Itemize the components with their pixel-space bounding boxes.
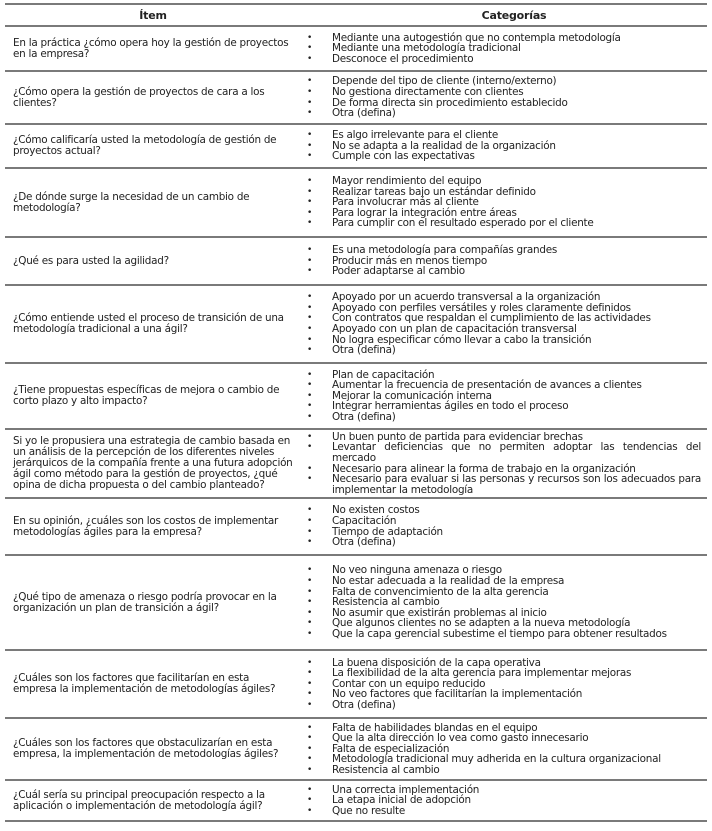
- table-row: [5, 169, 707, 238]
- category-item: [301, 151, 707, 162]
- category-item: [301, 806, 707, 817]
- bullet-icon: •: [307, 754, 313, 765]
- bullet-icon: •: [307, 411, 313, 422]
- category-text: No gestiona directamente con clientes: [332, 85, 524, 98]
- bullet-icon: •: [307, 784, 313, 795]
- item-question: ¿De dónde surge la necesidad de un cambio de metodología?: [13, 190, 250, 214]
- bullet-icon: •: [307, 586, 313, 597]
- category-text: Tiempo de adaptación: [332, 525, 443, 538]
- table-row: [5, 430, 707, 499]
- bullet-icon: •: [307, 255, 313, 266]
- item-question: ¿Cuál sería su principal preocupación respecto a la aplicación o implementación de metodología ágil?: [13, 788, 265, 812]
- category-text: Levantar deficiencias que no permiten adoptar las tendencias del mercado: [332, 441, 701, 464]
- category-text: No veo ninguna amenaza o riesgo: [332, 564, 502, 577]
- category-list: [301, 176, 707, 229]
- bullet-icon: •: [307, 722, 313, 733]
- category-text: La flexibilidad de la alta gerencia para implementar mejoras: [332, 667, 632, 680]
- table-row: [5, 556, 707, 651]
- category-text: No existen costos: [332, 504, 420, 517]
- bullet-icon: •: [307, 699, 313, 710]
- bullet-icon: •: [307, 505, 313, 516]
- item-question: ¿Qué es para usted la agilidad?: [13, 254, 169, 267]
- category-text: De forma directa sin procedimiento establecido: [332, 96, 568, 109]
- table-header: [5, 5, 707, 27]
- category-text: Para cumplir con el resultado esperado por el cliente: [332, 217, 594, 230]
- table-row: [5, 72, 707, 125]
- category-item: [301, 412, 707, 423]
- bullet-icon: •: [307, 678, 313, 689]
- bullet-icon: •: [307, 628, 313, 639]
- bullet-icon: •: [307, 526, 313, 537]
- survey-table: [5, 3, 707, 822]
- item-question: ¿Cómo calificaría usted la metodología de gestión de proyectos actual?: [13, 134, 277, 157]
- category-text: Falta de habilidades blandas en el equipo: [332, 721, 538, 734]
- category-text: No logra especificar cómo llevar a cabo la transición: [332, 333, 592, 346]
- category-list: [301, 432, 707, 496]
- category-item: [301, 474, 707, 495]
- bullet-icon: •: [307, 597, 313, 608]
- bullet-icon: •: [307, 537, 313, 548]
- category-list: [301, 370, 707, 423]
- category-list: [301, 723, 707, 776]
- category-text: Es algo irrelevante para el cliente: [332, 129, 499, 142]
- item-question: ¿Cómo opera la gestión de proyectos de cara a los clientes?: [13, 85, 265, 109]
- bullet-icon: •: [307, 43, 313, 54]
- category-text: Que algunos clientes no se adapten a la nueva metodología: [332, 617, 631, 630]
- header-categories: Categorías: [481, 8, 547, 22]
- bullet-icon: •: [307, 657, 313, 668]
- item-question: ¿Tiene propuestas específicas de mejora o cambio de corto plazo y alto impacto?: [13, 384, 280, 407]
- category-text: La buena disposición de la capa operativa: [332, 656, 541, 669]
- category-list: [301, 76, 707, 118]
- category-text: Otra (defina): [332, 698, 396, 711]
- category-list: [301, 658, 707, 711]
- bullet-icon: •: [307, 565, 313, 576]
- bullet-icon: •: [307, 733, 313, 744]
- category-item: [301, 700, 707, 711]
- bullet-icon: •: [307, 218, 313, 229]
- category-text: Contar con un equipo reducido: [332, 677, 486, 690]
- category-text: Falta de especialización: [332, 742, 450, 755]
- bullet-icon: •: [307, 390, 313, 401]
- category-text: No se adapta a la realidad de la organización: [332, 139, 556, 152]
- category-text: Para involucrar más al cliente: [332, 196, 479, 209]
- category-list: [301, 130, 707, 162]
- bullet-icon: •: [307, 197, 313, 208]
- bullet-icon: •: [307, 266, 313, 277]
- category-text: Mayor rendimiento del equipo: [332, 175, 482, 188]
- bullet-icon: •: [307, 186, 313, 197]
- category-text: Que la alta dirección lo vea como gasto innecesario: [332, 732, 589, 745]
- item-question: En la práctica ¿cómo opera hoy la gestión de proyectos en la empresa?: [13, 36, 289, 60]
- category-text: Realizar tareas bajo un estándar definido: [332, 185, 536, 198]
- bullet-icon: •: [307, 380, 313, 391]
- category-item: [301, 87, 707, 98]
- bullet-icon: •: [307, 302, 313, 313]
- category-text: Otra (defina): [332, 107, 396, 120]
- category-item: [301, 629, 707, 640]
- bullet-icon: •: [307, 76, 313, 87]
- bullet-icon: •: [307, 292, 313, 303]
- category-text: Otra (defina): [332, 536, 396, 549]
- bullet-icon: •: [307, 515, 313, 526]
- category-item: [301, 765, 707, 776]
- category-text: Depende del tipo de cliente (interno/externo): [332, 75, 557, 88]
- bullet-icon: •: [307, 618, 313, 629]
- category-text: Mejorar la comunicación interna: [332, 389, 492, 402]
- table-body: [5, 27, 707, 822]
- bullet-icon: •: [307, 805, 313, 816]
- category-text: Es una metodología para compañías grandes: [332, 244, 558, 257]
- table-row: [5, 364, 707, 430]
- category-list: [301, 245, 707, 277]
- table-row: [5, 499, 707, 556]
- category-text: La etapa inicial de adopción: [332, 794, 471, 807]
- category-text: Resistencia al cambio: [332, 596, 440, 609]
- category-list: [301, 292, 707, 356]
- item-question: ¿Qué tipo de amenaza o riesgo podría provocar en la organización un plan de transición a ágil?: [13, 590, 277, 614]
- bullet-icon: •: [307, 795, 313, 806]
- category-text: Mediante una metodología tradicional: [332, 42, 521, 55]
- category-text: Apoyado por un acuerdo transversal a la organización: [332, 291, 601, 304]
- category-item: [301, 537, 707, 548]
- category-text: Que la capa gerencial subestime el tiempo para obtener resultados: [332, 627, 667, 640]
- table-row: [5, 27, 707, 72]
- category-item: [301, 266, 707, 277]
- category-text: Metodología tradicional muy adherida en la cultura organizacional: [332, 753, 661, 766]
- bullet-icon: •: [307, 207, 313, 218]
- category-text: Capacitación: [332, 514, 397, 527]
- bullet-icon: •: [307, 130, 313, 141]
- header-item: Ítem: [139, 8, 167, 22]
- category-item: [301, 324, 707, 335]
- category-text: Aumentar la frecuencia de presentación de avances a clientes: [332, 379, 642, 392]
- category-text: Falta de convencimiento de la alta gerencia: [332, 585, 549, 598]
- category-text: Cumple con las expectativas: [332, 150, 475, 163]
- category-text: Otra (defina): [332, 344, 396, 357]
- bullet-icon: •: [307, 689, 313, 700]
- category-text: Plan de capacitación: [332, 368, 435, 381]
- category-list: [301, 785, 707, 817]
- item-question: ¿Cuáles son los factores que facilitarían en esta empresa la implementación de metodologías ágiles?: [13, 672, 276, 695]
- table-row: [5, 781, 707, 822]
- category-list: [301, 505, 707, 547]
- bullet-icon: •: [307, 97, 313, 108]
- bullet-icon: •: [307, 576, 313, 587]
- bullet-icon: •: [307, 401, 313, 412]
- category-text: No estar adecuada a la realidad de la empresa: [332, 575, 565, 588]
- bullet-icon: •: [307, 324, 313, 334]
- item-question: ¿Cómo entiende usted el proceso de transición de una metodología tradicional a una ágil?: [13, 312, 284, 335]
- item-question: ¿Cuáles son los factores que obstaculizarían en esta empresa, la implementación de metodologías ágiles?: [13, 737, 279, 760]
- category-text: Apoyado con un plan de capacitación transversal: [332, 323, 577, 335]
- bullet-icon: •: [307, 313, 313, 324]
- bullet-icon: •: [307, 151, 313, 162]
- bullet-icon: •: [307, 32, 313, 43]
- bullet-icon: •: [307, 369, 313, 380]
- category-text: Apoyado con perfiles versátiles y roles claramente definidos: [332, 301, 631, 314]
- category-text: Que no resulte: [332, 804, 405, 817]
- category-text: No asumir que existirán problemas al inicio: [332, 606, 547, 619]
- item-question: Si yo le propusiera una estrategia de cambio basada en un análisis de la percepción de los diferentes niveles jerárquicos de la compañía frente a una futura adopción ágil como método para la gestión de proyectos, ¿qué opina de dicha propuesta o del cambio planteado?: [13, 435, 293, 491]
- bullet-icon: •: [307, 140, 313, 151]
- category-text: Desconoce el procedimiento: [332, 52, 474, 65]
- bullet-icon: •: [307, 474, 313, 485]
- bullet-icon: •: [307, 334, 313, 345]
- bullet-icon: •: [307, 86, 313, 97]
- table-row: [5, 286, 707, 364]
- bullet-icon: •: [307, 345, 313, 356]
- category-text: Necesario para alinear la forma de trabajo en la organización: [332, 462, 636, 475]
- category-text: Mediante una autogestión que no contempla metodología: [332, 31, 621, 44]
- item-question: En su opinión, ¿cuáles son los costos de implementar metodologías ágiles para la empresa?: [13, 514, 279, 538]
- category-list: [301, 565, 707, 639]
- category-text: Un buen punto de partida para evidenciar brechas: [332, 430, 583, 443]
- table-row: [5, 719, 707, 781]
- bullet-icon: •: [307, 607, 313, 618]
- category-text: No veo factores que facilitarían la implementación: [332, 688, 583, 701]
- bullet-icon: •: [307, 463, 313, 474]
- bullet-icon: •: [307, 668, 313, 679]
- category-list: [301, 33, 707, 65]
- table-row: [5, 651, 707, 719]
- category-text: Poder adaptarse al cambio: [332, 265, 465, 278]
- category-item: [301, 108, 707, 119]
- bullet-icon: •: [307, 176, 313, 187]
- bullet-icon: •: [307, 108, 313, 119]
- bullet-icon: •: [307, 764, 313, 775]
- category-text: Producir más en menos tiempo: [332, 254, 487, 267]
- category-text: Con contratos que respaldan el cumplimiento de las actividades: [332, 312, 651, 325]
- bullet-icon: •: [307, 442, 313, 453]
- category-text: Para lograr la integración entre áreas: [332, 206, 517, 219]
- category-item: [301, 442, 707, 463]
- category-item: [301, 345, 707, 356]
- bullet-icon: •: [307, 245, 313, 256]
- category-text: Necesario para evaluar si las personas y recursos son los adecuados para implementar la metodología: [332, 473, 701, 496]
- category-text: Resistencia al cambio: [332, 763, 440, 776]
- category-item: [301, 516, 707, 527]
- category-item: [301, 218, 707, 229]
- bullet-icon: •: [307, 743, 313, 754]
- category-text: Una correcta implementación: [332, 783, 480, 796]
- category-item: [301, 54, 707, 65]
- bullet-icon: •: [307, 431, 313, 442]
- bullet-icon: •: [307, 53, 313, 64]
- table-row: [5, 125, 707, 169]
- category-text: Otra (defina): [332, 410, 396, 423]
- table-row: [5, 238, 707, 286]
- category-text: Integrar herramientas ágiles en todo el proceso: [332, 400, 569, 413]
